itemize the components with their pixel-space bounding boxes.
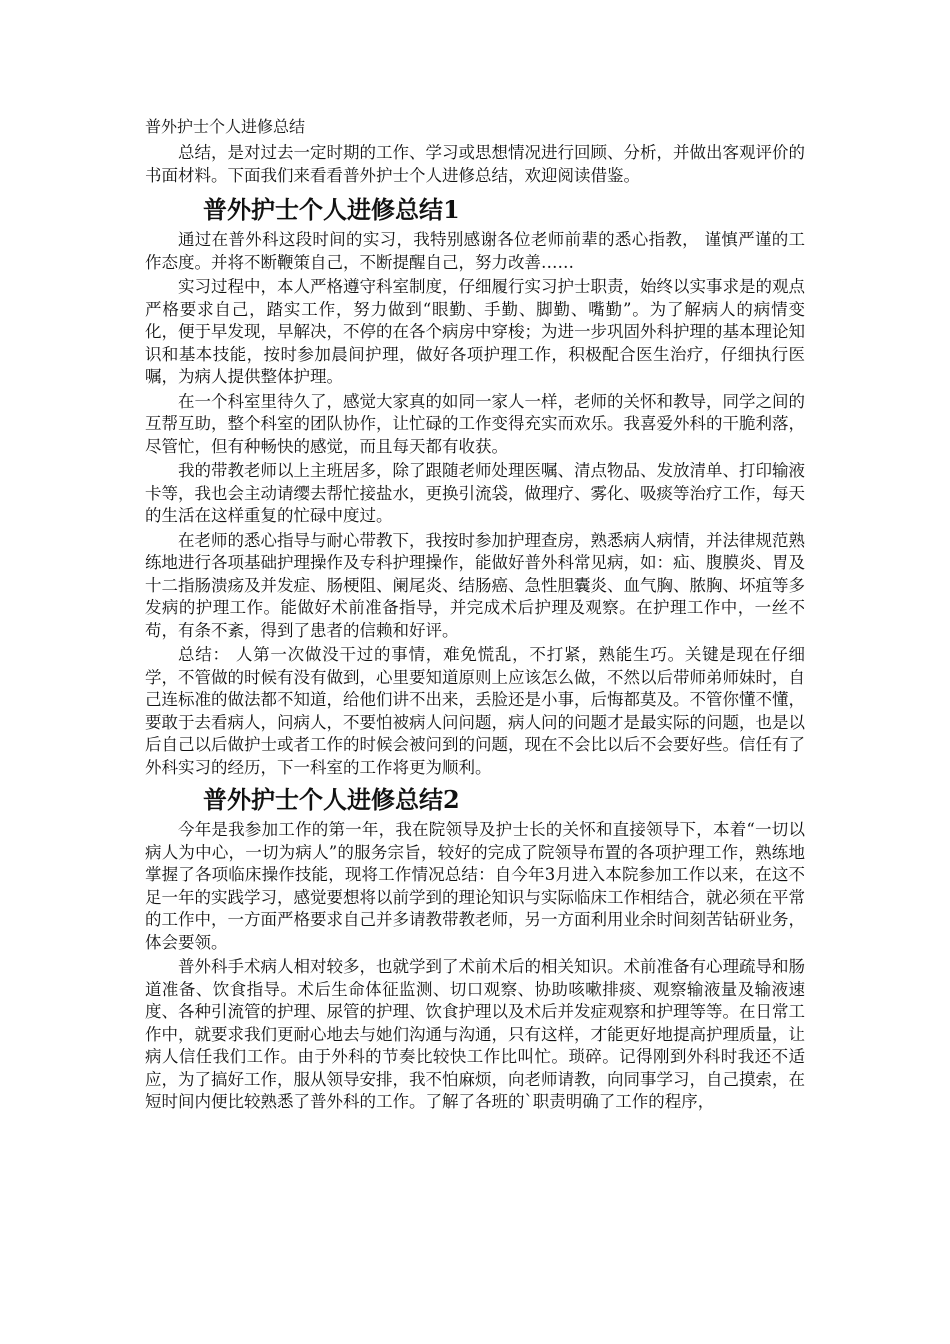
- paragraph: 在一个科室里待久了，感觉大家真的如同一家人一样，老师的关怀和教导，同学之间的互帮互助，整个科室的团队协作，让忙碌的工作变得充实而欢乐。我喜爱外科的干脆利落，尽管忙，但有种畅快的感觉，而且每天都有收获。: [145, 391, 805, 456]
- paragraph: 我的带教老师以上主班居多，除了跟随老师处理医嘱、清点物品、发放清单、打印输液卡等，我也会主动请缨去帮忙接盐水，更换引流袋，做理疗、雾化、吸痰等治疗工作，每天的生活在这样重复的忙碌中度过。: [145, 461, 805, 525]
- section-1: [145, 193, 805, 779]
- document-page: [145, 116, 805, 1114]
- section-heading: 普外护士个人进修总结1: [203, 195, 460, 224]
- paragraph: 实习过程中，本人严格遵守科室制度，仔细履行实习护士职责，始终以实事求是的观点严格要求自己，踏实工作，努力做到“眼勤、手勤、脚勤、嘴勤”。为了解病人的病情变化，便于早发现，早解决，不停的在各个病房中穿梭；为进一步巩固外科护理的基本理论知识和基本技能，按时参加晨间护理，做好各项护理工作，积极配合医生治疗，仔细执行医嘱，为病人提供整体护理。: [145, 277, 805, 386]
- paragraph: 通过在普外科这段时间的实习，我特别感谢各位老师前辈的悉心指教， 谨慎严谨的工作态度。并将不断鞭策自己，不断提醒自己，努力改善……: [145, 230, 805, 272]
- paragraph: 普外科手术病人相对较多，也就学到了术前术后的相关知识。术前准备有心理疏导和肠道准备、饮食指导。术后生命体征监测、切口观察、协助咳嗽排痰、观察输液量及输液速度、各种引流管的护理、尿管的护理、饮食护理以及术后并发症观察和护理等等。在日常工作中，就要求我们更耐心地去与她们沟通与沟通，只有这样，才能更好地提高护理质量，让病人信任我们工作。由于外科的节奏比较快工作比叫忙。琐碎。记得刚到外科时我还不适应，为了搞好工作，服从领导安排，我不怕麻烦，向老师请教，向同事学习，自己摸索，在短时间内便比较熟悉了普外科的工作。了解了各班的`职责明确了工作的程序，: [145, 957, 805, 1111]
- paragraph: 总结： 人第一次做没干过的事情，难免慌乱，不打紧，熟能生巧。关键是现在仔细学，不管做的时候有没有做到，心里要知道原则上应该怎么做，不然以后带师弟师妹时，自己连标准的做法都不知道，给他们讲不出来，丢脸还是小事，后悔都莫及。不管你懂不懂，要敢于去看病人，问病人，不要怕被病人问问题，病人问的问题才是最实际的问题，也是以后自己以后做护士或者工作的时候会被问到的问题，现在不会比以后不会要好些。信任有了外科实习的经历，下一科室的工作将更为顺利。: [145, 645, 805, 777]
- paragraph: 今年是我参加工作的第一年，我在院领导及护士长的关怀和直接领导下，本着“一切以病人为中心，一切为病人”的服务宗旨，较好的完成了院领导布置的各项护理工作，熟练地掌握了各项临床操作技能，现将工作情况总结：自今年3月进入本院参加工作以来，在这不足一年的实践学习，感觉要想将以前学到的理论知识与实际临床工作相结合，就必须在平常的工作中，一方面严格要求自己并多请教带教老师，另一方面利用业余时间刻苦钻研业务，体会要领。: [145, 820, 805, 952]
- paragraph: 在老师的悉心指导与耐心带教下，我按时参加护理查房，熟悉病人病情，并法律规范熟练地进行各项基础护理操作及专科护理操作，能做好普外科常见病，如：疝、腹膜炎、胃及十二指肠溃疡及并发症、肠梗阻、阑尾炎、结肠癌、急性胆囊炎、血气胸、脓胸、坏疽等多发病的护理工作。能做好术前准备指导，并完成术后护理及观察。在护理工作中，一丝不苟，有条不紊，得到了患者的信赖和好评。: [145, 530, 805, 640]
- section-heading: 普外护士个人进修总结2: [203, 785, 460, 814]
- section-2: [145, 783, 805, 1114]
- document-title: 普外护士个人进修总结: [145, 117, 306, 136]
- intro-paragraph: 总结，是对过去一定时期的工作、学习或思想情况进行回顾、分析，并做出客观评价的书面材料。下面我们来看看普外护士个人进修总结，欢迎阅读借鉴。: [145, 143, 805, 185]
